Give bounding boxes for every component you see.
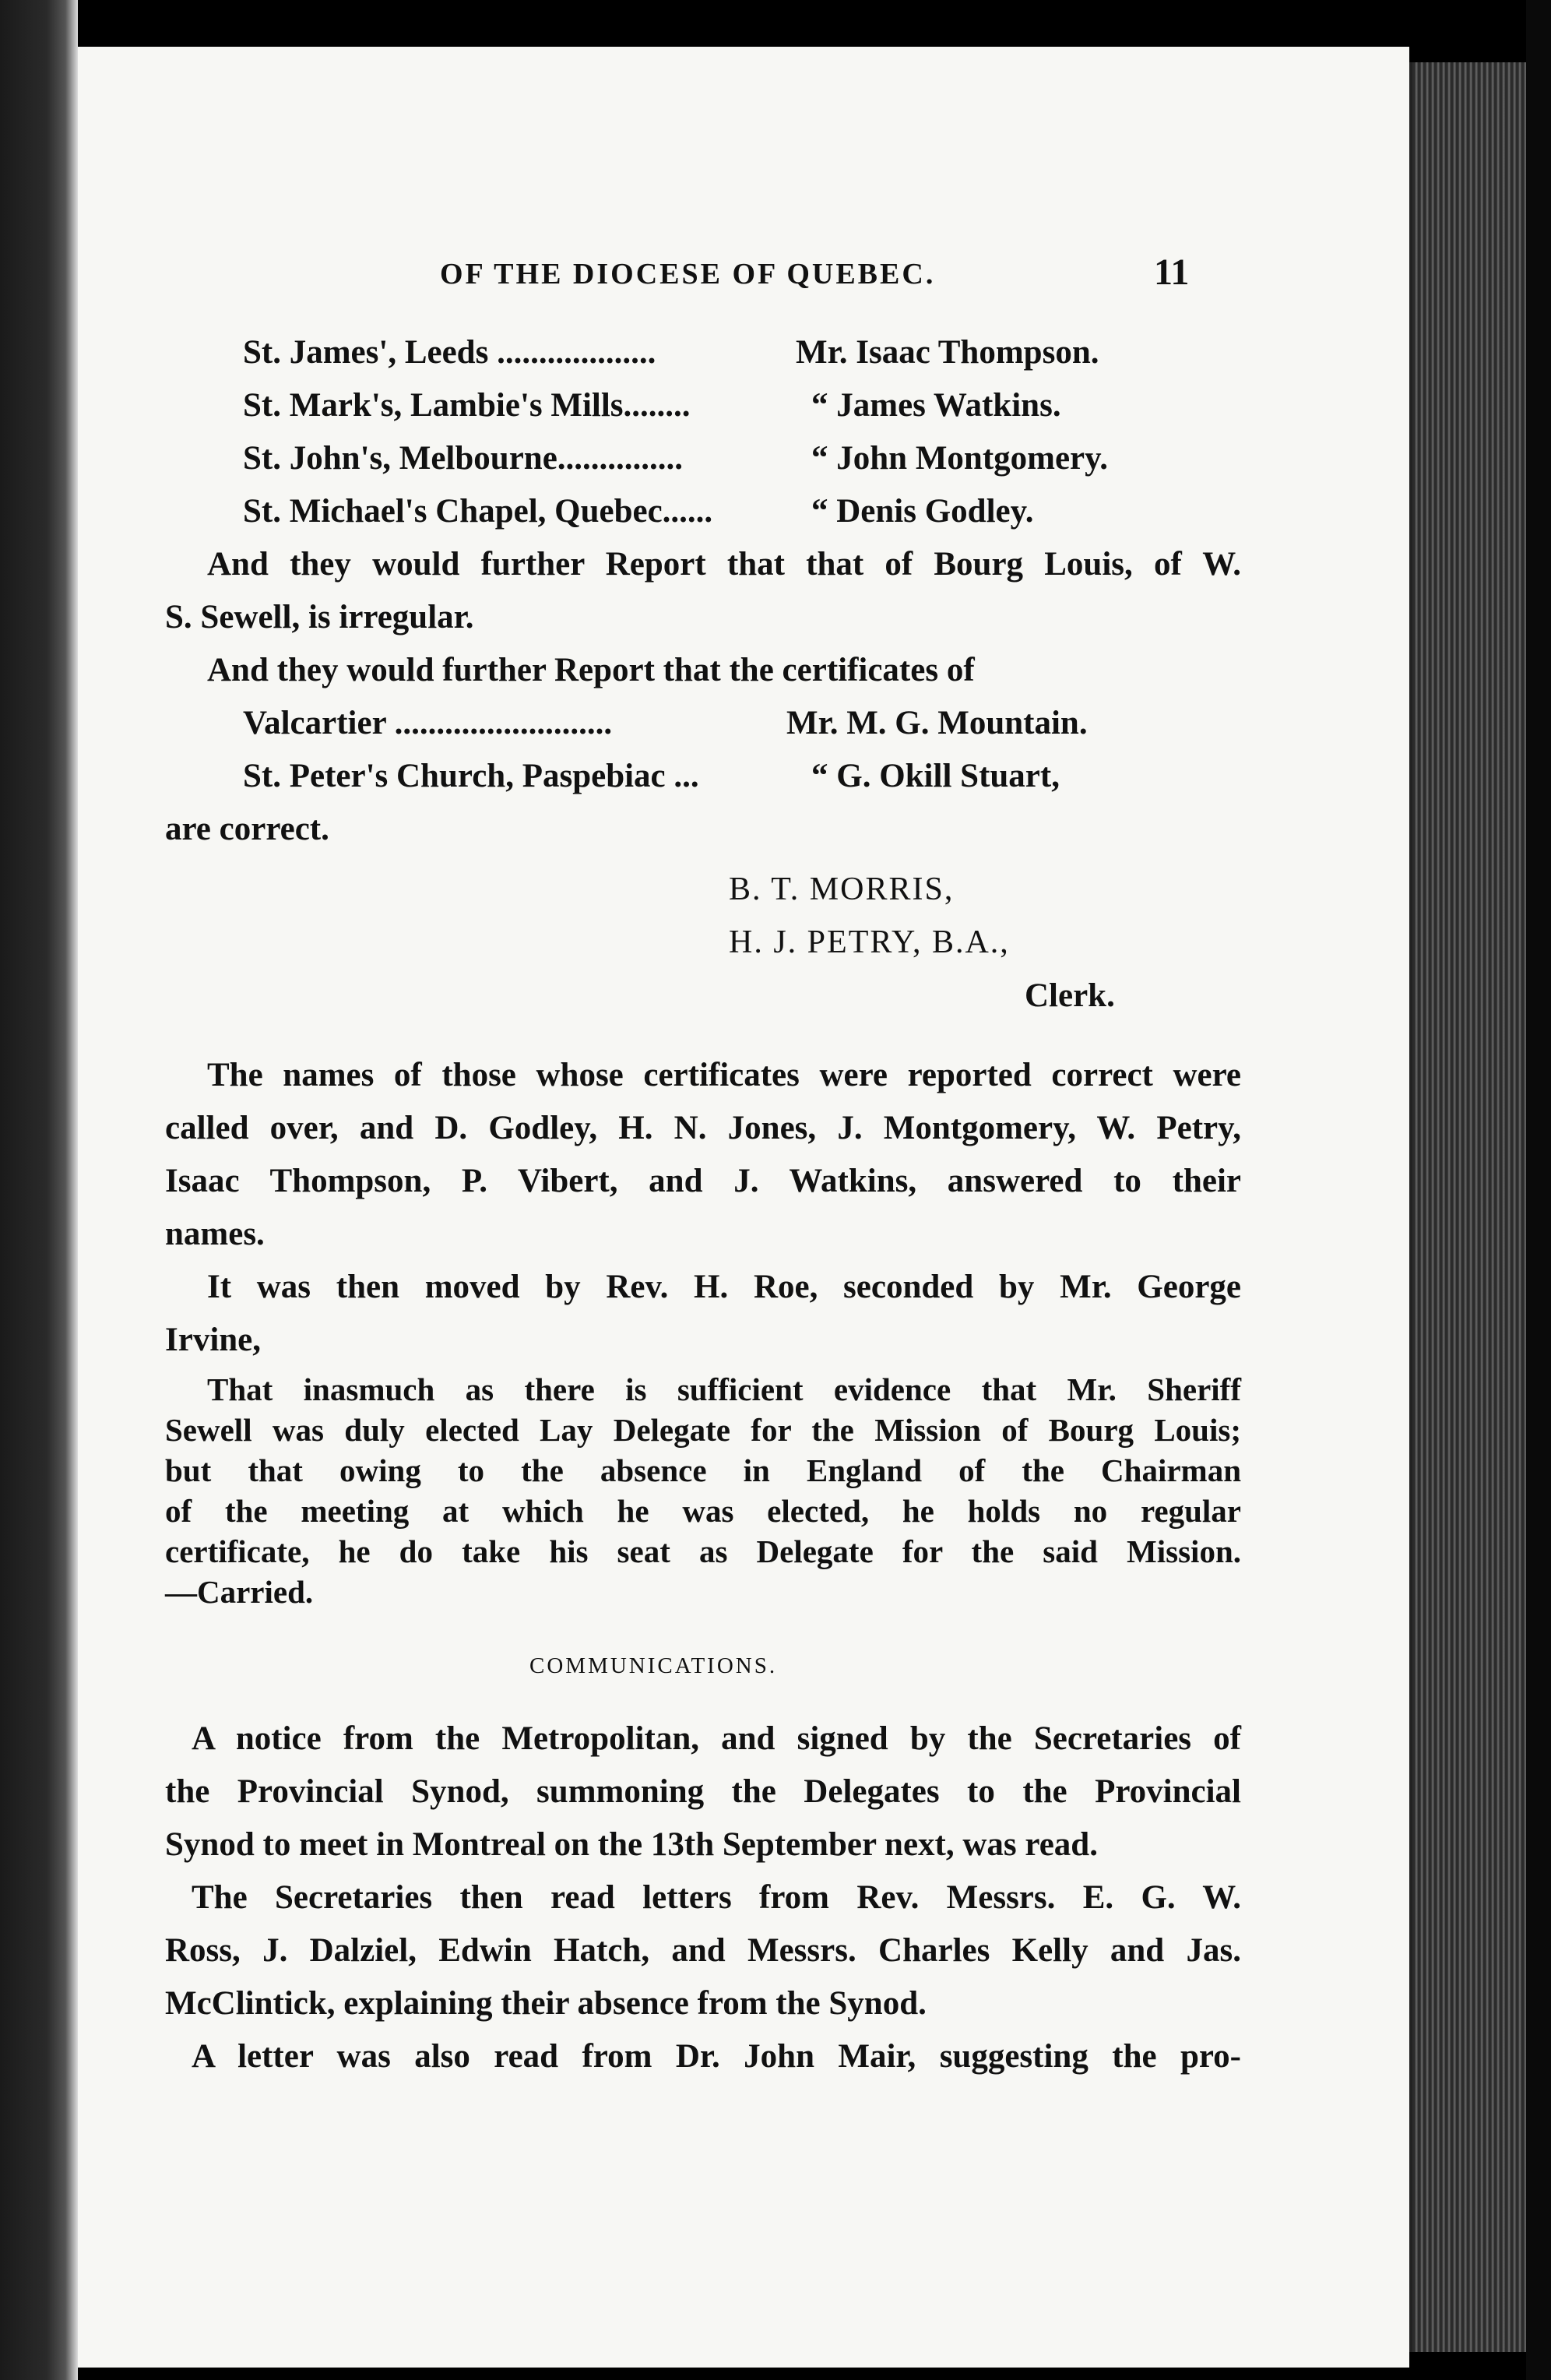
body-line: It was then moved by Rev. H. Roe, seconded by Mr. George (207, 1269, 1241, 1305)
certificate-name: Mr. M. G. Mountain. (786, 705, 1088, 741)
body-line: Irvine, (165, 1322, 262, 1358)
delegate-name: Mr. Isaac Thompson. (796, 334, 1099, 371)
resolution-line: That inasmuch as there is sufficient evidence that Mr. Sheriff (207, 1371, 1241, 1407)
signature-role: Clerk. (1025, 977, 1115, 1014)
communications-line: the Provincial Synod, summoning the Delegates to the Provincial (165, 1773, 1241, 1810)
resolution-line: —Carried. (165, 1574, 314, 1610)
signature-name: H. J. PETRY, B.A., (729, 924, 1010, 960)
delegate-name: “ Denis Godley. (811, 493, 1034, 530)
body-line: Isaac Thompson, P. Vibert, and J. Watkins, answered to their (165, 1163, 1241, 1199)
delegate-name: “ John Montgomery. (811, 440, 1109, 477)
signature-name: B. T. MORRIS, (729, 871, 955, 907)
page-number: 11 (1154, 252, 1190, 293)
section-heading: COMMUNICATIONS. (529, 1653, 778, 1678)
communications-line: A notice from the Metropolitan, and signed by the Secretaries of (192, 1720, 1241, 1757)
communications-line: McClintick, explaining their absence from the Synod. (165, 1985, 927, 2022)
body-line: The names of those whose certificates were reported correct were (207, 1057, 1241, 1093)
resolution-line: certificate, he do take his seat as Delegate for the said Mission. (165, 1533, 1241, 1569)
page-stack-edge (1409, 62, 1529, 2352)
delegate-name: “ James Watkins. (811, 387, 1061, 424)
communications-line: Synod to meet in Montreal on the 13th September next, was read. (165, 1826, 1098, 1863)
report-irregular-line: And they would further Report that that of Bourg Louis, of W. (207, 546, 1241, 583)
delegate-place: St. Michael's Chapel, Quebec...... (243, 493, 713, 530)
certificate-name: “ G. Okill Stuart, (811, 758, 1060, 794)
body-line: called over, and D. Godley, H. N. Jones, J. Montgomery, W. Petry, (165, 1110, 1241, 1146)
report-certificates-tail: are correct. (165, 811, 329, 847)
book-gutter (0, 0, 78, 2380)
report-certificates-intro: And they would further Report that the certificates of (207, 652, 975, 688)
communications-line: Ross, J. Dalziel, Edwin Hatch, and Messrs. Charles Kelly and Jas. (165, 1932, 1241, 1969)
report-irregular-line: S. Sewell, is irregular. (165, 599, 474, 635)
resolution-line: of the meeting at which he was elected, he holds no regular (165, 1493, 1241, 1529)
communications-line: The Secretaries then read letters from Rev. Messrs. E. G. W. (192, 1879, 1241, 1916)
delegate-place: St. John's, Melbourne............... (243, 440, 684, 477)
book-page (78, 47, 1409, 2368)
communications-line: A letter was also read from Dr. John Mair, suggesting the pro- (192, 2038, 1241, 2075)
certificate-place: St. Peter's Church, Paspebiac ... (243, 758, 699, 794)
body-line: names. (165, 1216, 265, 1252)
running-title: OF THE DIOCESE OF QUEBEC. (440, 258, 936, 290)
resolution-line: Sewell was duly elected Lay Delegate for the Mission of Bourg Louis; (165, 1412, 1241, 1448)
scan-border-right (1526, 0, 1551, 2380)
resolution-line: but that owing to the absence in England of the Chairman (165, 1452, 1241, 1488)
delegate-place: St. Mark's, Lambie's Mills........ (243, 387, 691, 424)
certificate-place: Valcartier .......................... (243, 705, 613, 741)
delegate-place: St. James', Leeds ................... (243, 334, 656, 371)
